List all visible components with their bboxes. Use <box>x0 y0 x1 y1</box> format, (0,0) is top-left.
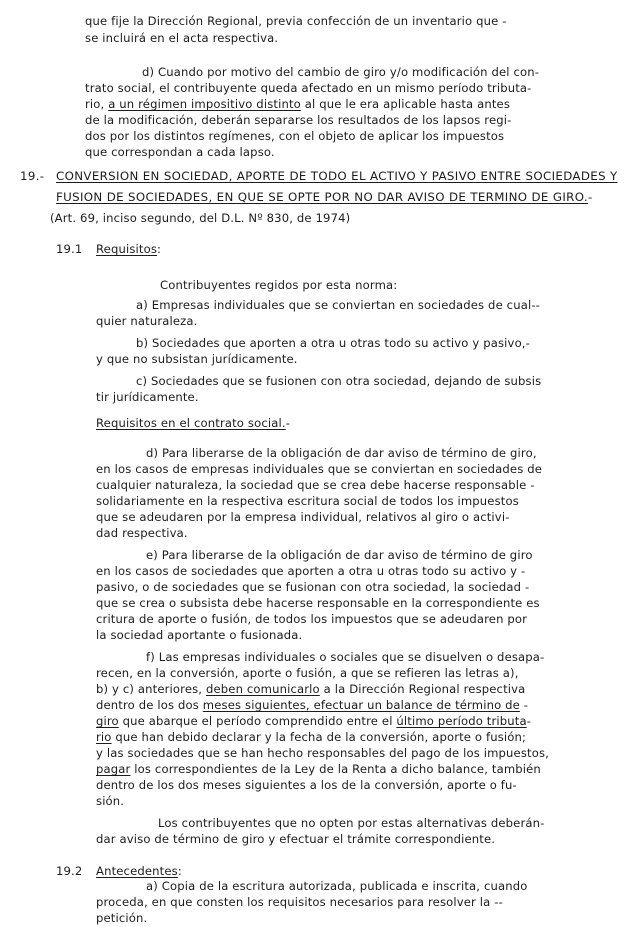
subsection-number: 19.2 <box>56 864 83 878</box>
text-line: petición. <box>96 911 148 925</box>
section-title-text: FUSION DE SOCIEDADES, EN QUE SE OPTE POR NO DAR AVISO DE TERMINO DE GIRO. <box>56 190 588 204</box>
list-item-e: e) Para liberarse de la obligación de dar aviso de término de giro <box>146 548 533 562</box>
list-item-c: c) Sociedades que se fusionen con otra sociedad, dejando de subsis <box>136 374 542 388</box>
text-line: sión. <box>96 794 125 808</box>
text-line: de la modificación, deberán separarse los resultados de los lapsos regi- <box>85 113 512 127</box>
text-line: Contribuyentes regidos por esta norma: <box>160 278 398 292</box>
underlined-phrase: rio <box>96 730 112 744</box>
text-line <box>96 714 531 730</box>
text-segment: dentro de los dos <box>96 698 199 712</box>
text-line: critura de aporte o fusión, de todos los impuestos que se adeudaren por <box>96 612 528 626</box>
text-segment: rio, <box>85 97 105 111</box>
section-number: 19.- <box>20 169 45 183</box>
text-line <box>96 698 528 714</box>
text-line: en los casos de sociedades que aporten a otra u otras todo su activo y - <box>96 564 526 578</box>
text-line: y que no subsistan jurídicamente. <box>96 352 298 366</box>
text-line: que fije la Dirección Regional, previa confección de un inventario que - <box>85 14 507 28</box>
list-item-a: a) Empresas individuales que se conviertan en sociedades de cual-- <box>136 298 540 312</box>
text-line: d) Cuando por motivo del cambio de giro y/o modificación del con- <box>142 65 540 79</box>
text-line: dos por los distintos regímenes, con el objeto de aplicar los impuestos <box>85 129 505 143</box>
text-line: pasivo, o de sociedades que se fusionan con otra sociedad, la sociedad - <box>96 580 530 594</box>
subsection-heading <box>96 242 161 258</box>
text-line: en los casos de empresas individuales que se conviertan en sociedades de <box>96 462 543 476</box>
contract-heading-text: Requisitos en el contrato social. <box>96 416 286 430</box>
list-item-b: b) Sociedades que aporten a otra u otras todo su activo y pasivo,- <box>136 336 530 350</box>
underlined-phrase: meses siguientes, efectuar un balance de término de <box>202 698 520 712</box>
subsection-heading-text: Requisitos <box>96 242 158 256</box>
contract-requirements-heading <box>96 416 290 432</box>
list-item-f: f) Las empresas individuales o sociales que se disuelven o desapa- <box>146 650 545 664</box>
underlined-phrase: último período tributa <box>396 714 527 728</box>
text-segment: - <box>526 714 532 728</box>
text-line: dad respectiva. <box>96 526 188 540</box>
text-line: tir jurídicamente. <box>96 390 199 404</box>
section-title-suffix: - <box>587 190 593 204</box>
text-segment: b) y c) anteriores, <box>96 682 203 696</box>
underlined-phrase: a un régimen impositivo distinto <box>108 97 301 111</box>
section-title-line1: CONVERSION EN SOCIEDAD, APORTE DE TODO EL ACTIVO Y PASIVO ENTRE SOCIEDADES Y <box>56 169 618 183</box>
text-line: la sociedad aportante o fusionada. <box>96 628 303 642</box>
subsection-number: 19.1 <box>56 242 83 256</box>
section-title-line2 <box>56 190 593 206</box>
text-line: quier naturaleza. <box>96 314 198 328</box>
legal-reference: (Art. 69, inciso segundo, del D.L. Nº 830, de 1974) <box>50 211 351 225</box>
underlined-phrase: giro <box>96 714 119 728</box>
text-line <box>96 682 525 698</box>
text-line: que se adeudaren por la empresa individual, relativos al giro o activi- <box>96 510 510 524</box>
subsection-heading <box>96 864 182 880</box>
closing-paragraph: Los contribuyentes que no opten por estas alternativas deberán- <box>158 816 545 830</box>
text-line: se incluirá en el acta respectiva. <box>85 31 279 45</box>
text-segment: que han debido declarar y la fecha de la conversión, aporte o fusión; <box>115 730 527 744</box>
text-line: dar aviso de término de giro y efectuar el trámite correspondiente. <box>96 832 496 846</box>
subsection-heading-text: Antecedentes <box>96 864 178 878</box>
text-segment: los correspondientes de la Ley de la Renta a dicho balance, también <box>134 762 541 776</box>
text-line: recen, en la conversión, aporte o fusión, a que se refieren las letras a), <box>96 666 519 680</box>
text-line: que correspondan a cada lapso. <box>85 145 275 159</box>
text-segment: que abarque el período comprendido entre el <box>122 714 393 728</box>
underlined-phrase: pagar <box>96 762 131 776</box>
text-segment: al que le era aplicable hasta antes <box>304 97 511 111</box>
text-line: y las sociedades que se han hecho responsables del pago de los impuestos, <box>96 746 549 760</box>
text-line: proceda, en que consten los requisitos necesarios para resolver la -- <box>96 895 503 909</box>
text-segment: - <box>519 698 529 712</box>
text-line: trato social, el contribuyente queda afectado en un mismo período tributa- <box>85 81 532 95</box>
heading-colon: : <box>177 864 182 878</box>
text-line: solidariamente en la respectiva escritura social de todos los impuestos <box>96 494 519 508</box>
text-line <box>96 730 526 746</box>
underlined-phrase: deben comunicarlo <box>205 682 320 696</box>
heading-suffix: - <box>285 416 291 430</box>
heading-colon: : <box>157 242 162 256</box>
text-line: cualquier naturaleza, la sociedad que se crea debe hacerse responsable - <box>96 478 535 492</box>
antecedentes-a-text: a) Copia de la escritura autorizada, publicada e inscrita, cuando <box>146 879 528 893</box>
list-item-d: d) Para liberarse de la obligación de dar aviso de término de giro, <box>146 446 537 460</box>
text-line: dentro de los dos meses siguientes a los de la conversión, aporte o fu- <box>96 778 517 792</box>
text-line: que se crea o subsista debe hacerse responsable en la correspondiente es <box>96 596 540 610</box>
text-line <box>85 97 510 113</box>
text-line <box>96 762 541 778</box>
text-segment: a la Dirección Regional respectiva <box>323 682 526 696</box>
